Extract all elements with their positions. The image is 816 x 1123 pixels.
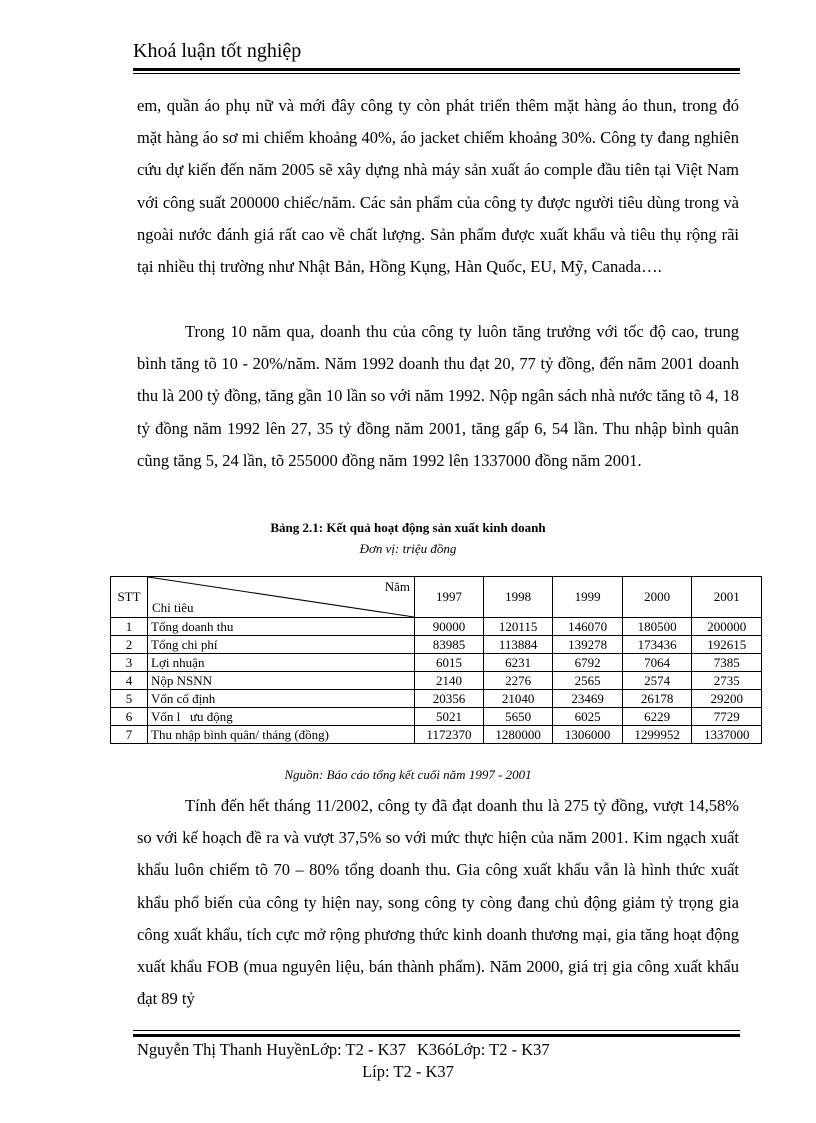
row-value: 6231 (483, 654, 553, 672)
table-row (111, 690, 762, 708)
row-stt: 3 (111, 654, 148, 672)
row-label: Vốn l ưu động (148, 708, 415, 726)
table-source: Nguồn: Báo cáo tổng kết cuối năm 1997 - 2001 (284, 767, 532, 782)
row-value: 7385 (692, 654, 762, 672)
row-value: 83985 (415, 636, 484, 654)
row-value: 1172370 (415, 726, 484, 744)
row-value: 7064 (622, 654, 692, 672)
row-value: 20356 (415, 690, 484, 708)
row-label: Thu nhập bình quân/ tháng (đồng) (148, 726, 415, 744)
row-value: 21040 (483, 690, 553, 708)
row-value: 1280000 (483, 726, 553, 744)
row-value: 26178 (622, 690, 692, 708)
row-label: Lợi nhuận (148, 654, 415, 672)
row-value: 6025 (553, 708, 623, 726)
header-diagonal-cell (148, 577, 415, 618)
row-value: 6015 (415, 654, 484, 672)
footer-author-line (137, 1040, 550, 1060)
header-rule-thin (133, 73, 740, 74)
table-title: Bảng 2.1: Kết quả hoạt động sản xuất kinh doanh (270, 520, 546, 535)
row-value: 113884 (483, 636, 553, 654)
row-value: 2735 (692, 672, 762, 690)
row-value: 146070 (553, 618, 623, 636)
row-label: Tổng chi phí (148, 636, 415, 654)
footer-class-line: Líp: T2 - K37 (362, 1062, 454, 1081)
results-table (110, 576, 762, 744)
table-row (111, 636, 762, 654)
paragraph-1: em, quần áo phụ nữ và mới đây công ty còn phát triển thêm mặt hàng áo thun, trong đó mặt hàng áo sơ mi chiếm khoảng 40%, áo jacket chiếm khoảng 30%. Công ty đang nghiên cứu dự kiến đến năm 2005 sẽ xây dựng nhà máy sản xuất áo comple đầu tiên tại Việt Nam với công suất 200000 chiếc/năm. Các sản phẩm của công ty được người tiêu dùng trong và ngoài nước đánh giá rất cao về chất lượng. Sản phẩm được xuất khẩu và tiêu thụ rộng rãi tại nhiều thị trường như Nhật Bản, Hồng Kụng, Hàn Quốc, EU, Mỹ, Canada…. (137, 96, 739, 277)
table-row (111, 672, 762, 690)
paragraph-3: Tính đến hết tháng 11/2002, công ty đã đạt doanh thu là 275 tỷ đồng, vượt 14,58% so với kế hoạch đề ra và vượt 37,5% so với mức thực hiện của năm 2001. Kim ngạch xuất khẩu luôn chiếm tõ 70 – 80% tổng doanh thu. Gia công xuất khẩu vẫn là hình thức xuất khẩu phổ biến của công ty hiện nay, song công ty còng đang chủ động giảm tỷ trọng gia công xuất khẩu, tích cực mở rộng phương thức kinh doanh thương mại, gia tăng hoạt động xuất khẩu FOB (mua nguyên liệu, bán thành phẩm). Năm 2000, giá trị gia công xuất khẩu đạt 89 tỷ (137, 796, 739, 1009)
row-stt: 1 (111, 618, 148, 636)
header-title: Khoá luận tốt nghiệp (133, 40, 302, 62)
row-value: 2574 (622, 672, 692, 690)
header-chitieu: Chỉ tiêu (152, 600, 194, 615)
paragraph-2: Trong 10 năm qua, doanh thu của công ty luôn tăng trưởng với tốc độ cao, trung bình tăng tõ 10 - 20%/năm. Năm 1992 doanh thu đạt 20, 77 tỷ đồng, đến năm 2001 doanh thu là 200 tỷ đồng, tăng gần 10 lần so với năm 1992. Nộp ngân sách nhà nước tăng tõ 4, 18 tỷ đồng năm 1992 lên 27, 35 tỷ đồng năm 2001, tăng gấp 6, 54 lần. Thu nhập bình quân cũng tăng 5, 24 lần, tõ 255000 đồng năm 1992 lên 1337000 đồng năm 2001. (137, 322, 739, 470)
header-stt: STT (111, 577, 148, 618)
row-value: 6229 (622, 708, 692, 726)
row-value: 139278 (553, 636, 623, 654)
header-rule-thick (133, 68, 740, 71)
table-unit: Đơn vị: triệu đồng (359, 541, 457, 556)
row-label: Vốn cố định (148, 690, 415, 708)
header-year: 2000 (622, 577, 692, 618)
header-year: 1998 (483, 577, 553, 618)
table-row (111, 726, 762, 744)
row-stt: 2 (111, 636, 148, 654)
row-value: 192615 (692, 636, 762, 654)
row-stt: 6 (111, 708, 148, 726)
row-value: 2565 (553, 672, 623, 690)
footer-overlap-text: K36óLớp: T2 - K37 (417, 1040, 550, 1059)
header-nam: Năm (384, 579, 410, 594)
row-value: 200000 (692, 618, 762, 636)
row-label: Nộp NSNN (148, 672, 415, 690)
table-row (111, 654, 762, 672)
row-value: 7729 (692, 708, 762, 726)
table-header-row (111, 577, 762, 618)
table-row (111, 618, 762, 636)
row-value: 2140 (415, 672, 484, 690)
footer-rule-thin (133, 1030, 740, 1031)
row-stt: 4 (111, 672, 148, 690)
header-year: 1997 (415, 577, 484, 618)
row-value: 6792 (553, 654, 623, 672)
row-value: 90000 (415, 618, 484, 636)
row-stt: 5 (111, 690, 148, 708)
row-value: 29200 (692, 690, 762, 708)
row-value: 1299952 (622, 726, 692, 744)
table-row (111, 708, 762, 726)
row-value: 180500 (622, 618, 692, 636)
row-value: 1306000 (553, 726, 623, 744)
row-label: Tổng doanh thu (148, 618, 415, 636)
footer-rule-thick (133, 1034, 740, 1037)
row-value: 173436 (622, 636, 692, 654)
row-stt: 7 (111, 726, 148, 744)
row-value: 120115 (483, 618, 553, 636)
header-year: 2001 (692, 577, 762, 618)
footer-author: Nguyễn Thị Thanh HuyềnLớp: T2 - K37 (137, 1040, 407, 1059)
header-year: 1999 (553, 577, 623, 618)
row-value: 23469 (553, 690, 623, 708)
row-value: 1337000 (692, 726, 762, 744)
row-value: 2276 (483, 672, 553, 690)
row-value: 5021 (415, 708, 484, 726)
row-value: 5650 (483, 708, 553, 726)
